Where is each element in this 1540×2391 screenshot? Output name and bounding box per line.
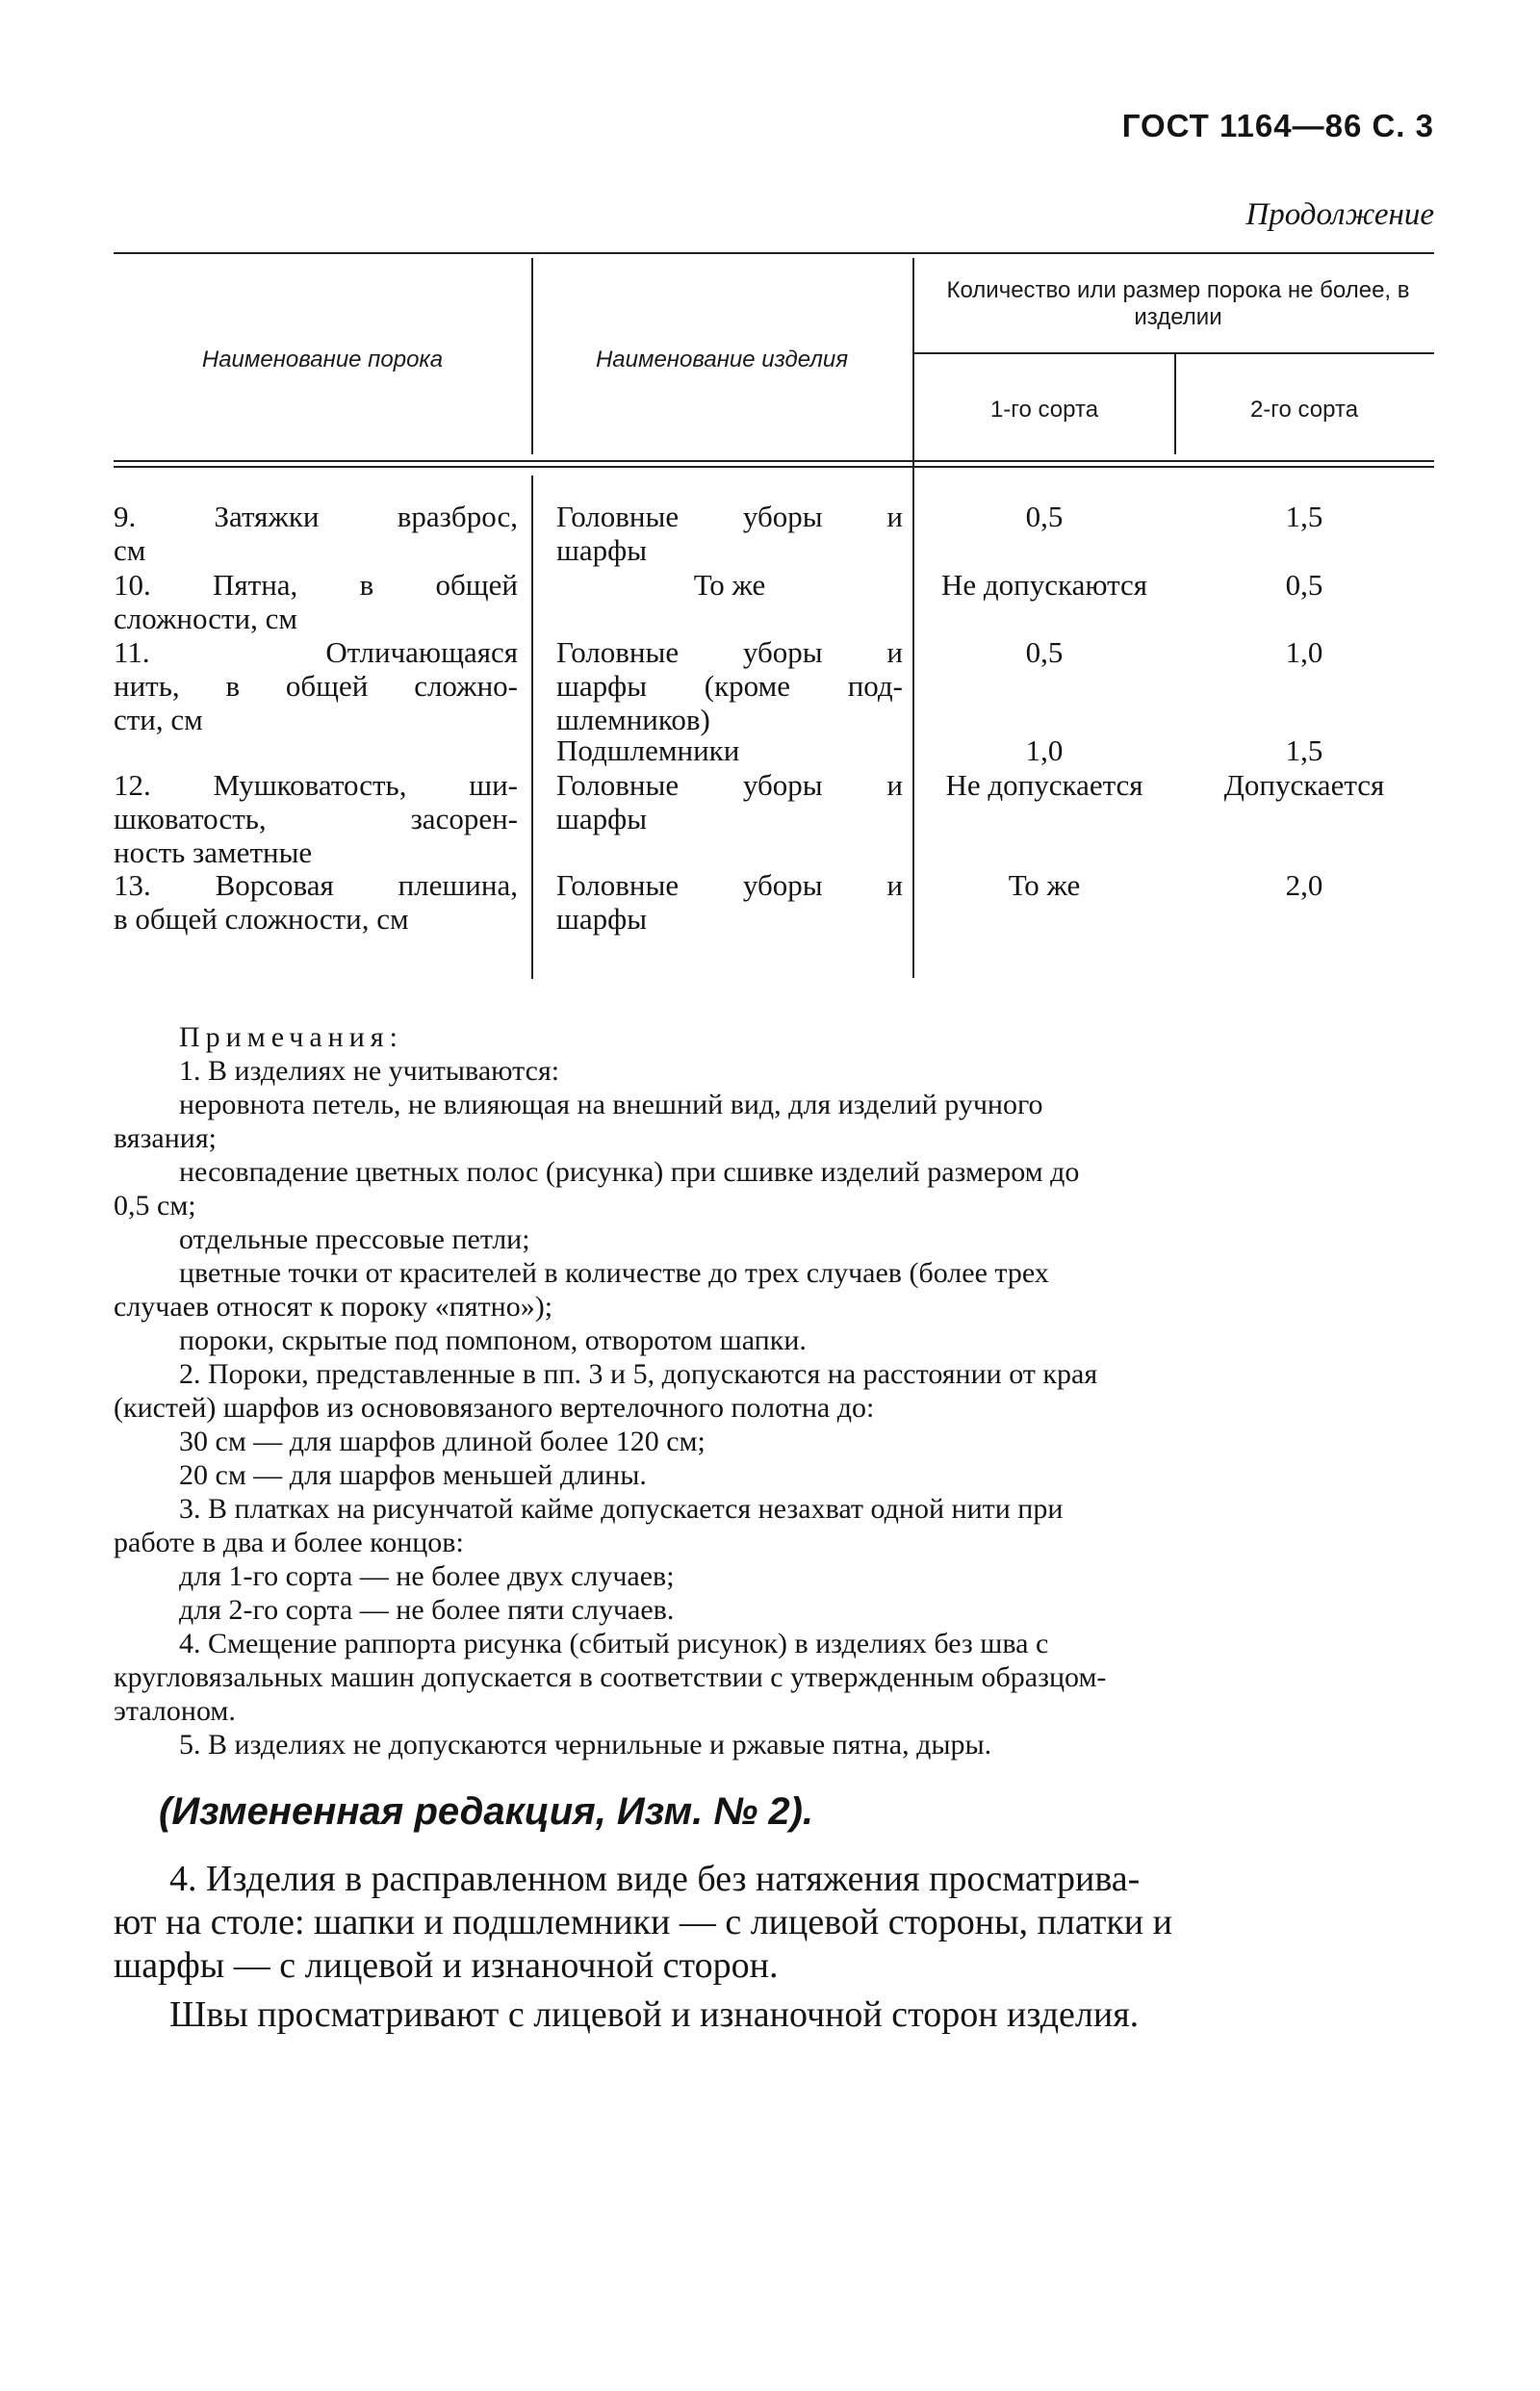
grade1-value: Не допускаются bbox=[940, 568, 1148, 602]
column-header-defect: Наименование порока bbox=[201, 347, 444, 373]
note-line: вязания; bbox=[114, 1122, 217, 1154]
grade2-value: 2,0 bbox=[1285, 868, 1323, 902]
note-line: 1. В изделиях не учитываются: bbox=[179, 1055, 560, 1087]
seams-paragraph: Швы просматривают с лицевой и изнаночной сторон изделия. bbox=[169, 1994, 1140, 2035]
notes-block bbox=[114, 1020, 1434, 1761]
note-line: неровнота петель, не влияющая на внешний вид, для изделий ручного bbox=[179, 1089, 1043, 1120]
column-header-grade2: 2-го сорта bbox=[1249, 397, 1359, 423]
item-name-line: шарфы (кроме под- bbox=[556, 669, 903, 703]
note-line: 2. Пороки, представленные в пп. 3 и 5, допускаются на расстоянии от края bbox=[179, 1358, 1098, 1390]
item-name bbox=[556, 568, 903, 602]
amendment-note: (Измененная редакция, Изм. № 2). bbox=[159, 1790, 814, 1833]
defect-name-line: 9. Затяжки вразброс, bbox=[114, 500, 518, 533]
defect-name bbox=[114, 768, 518, 869]
grade2-value: Допускается bbox=[1223, 768, 1385, 802]
item-name bbox=[556, 868, 903, 936]
item-name-line: Головные уборы и bbox=[556, 500, 903, 533]
item-name bbox=[556, 500, 903, 567]
note-line: 3. В платках на рисунчатой кайме допускается незахват одной нити при bbox=[179, 1493, 1064, 1525]
note-line: 30 см — для шарфов длиной более 120 см; bbox=[179, 1426, 706, 1457]
note-line: цветные точки от красителей в количестве до трех случаев (более трех bbox=[179, 1257, 1049, 1289]
item-name-line: Головные уборы и bbox=[556, 635, 903, 669]
continuation-label: Продолжение bbox=[1245, 197, 1434, 232]
section-4 bbox=[114, 1858, 1434, 2037]
note-line: 20 см — для шарфов меньшей длины. bbox=[179, 1459, 647, 1491]
defect-name-line: см bbox=[114, 533, 146, 567]
grade1-value: 0,5 bbox=[1025, 635, 1064, 669]
column-header-item: Наименование изделия bbox=[595, 347, 849, 373]
note-line: кругловязальных машин допускается в соответствии с утвержденным образцом- bbox=[114, 1661, 1107, 1693]
item-name-line: шарфы bbox=[556, 902, 648, 936]
defect-name-line: в общей сложности, см bbox=[114, 902, 409, 936]
item-name bbox=[556, 768, 903, 836]
section-4-line: 4. Изделия в расправленном виде без натяжения просматрива- bbox=[169, 1859, 1141, 1899]
grade1-value: 0,5 bbox=[1025, 500, 1064, 533]
grade1-value: 1,0 bbox=[1025, 733, 1064, 767]
grade2-value: 0,5 bbox=[1285, 568, 1323, 602]
grade1-value: Не допускается bbox=[945, 768, 1143, 802]
item-name-line: То же bbox=[693, 568, 766, 602]
item-name-line: шлемников) bbox=[556, 703, 710, 736]
note-line: несовпадение цветных полос (рисунка) при сшивке изделий размером до bbox=[179, 1156, 1080, 1188]
note-line: (кистей) шарфов из основовязаного вертелочного полотна до: bbox=[114, 1392, 875, 1424]
item-name-line: шарфы bbox=[556, 533, 648, 567]
defect-name-line: сти, см bbox=[114, 703, 203, 736]
note-line: 0,5 см; bbox=[114, 1190, 196, 1221]
note-line: эталоном. bbox=[114, 1695, 236, 1727]
defect-name-line: шковатость, засорен- bbox=[114, 802, 518, 836]
item-name bbox=[556, 635, 903, 736]
defects-table bbox=[114, 252, 1434, 979]
grade1-value: То же bbox=[1008, 868, 1081, 902]
item-name bbox=[556, 733, 903, 767]
column-header-grade1: 1-го сорта bbox=[989, 397, 1099, 423]
note-line: пороки, скрытые под помпоном, отворотом шапки. bbox=[179, 1324, 807, 1356]
defect-name-line: ность заметные bbox=[114, 836, 313, 869]
document-header: ГОСТ 1164—86 С. 3 bbox=[1121, 108, 1434, 143]
defect-name bbox=[114, 868, 518, 936]
note-line: случаев относят к пороку «пятно»); bbox=[114, 1291, 553, 1323]
item-name-line: Головные уборы и bbox=[556, 868, 903, 902]
item-name-line: Подшлемники bbox=[556, 733, 740, 767]
defect-name-line: 10. Пятна, в общей bbox=[114, 568, 518, 602]
note-line: 4. Смещение раппорта рисунка (сбитый рисунок) в изделиях без шва с bbox=[179, 1628, 1049, 1659]
defect-name bbox=[114, 568, 518, 635]
section-4-line: шарфы — с лицевой и изнаночной сторон. bbox=[114, 1945, 779, 1986]
defect-name bbox=[114, 500, 518, 567]
note-line: для 2-го сорта — не более пяти случаев. bbox=[179, 1594, 675, 1626]
defect-name-line: сложности, см bbox=[114, 602, 298, 635]
defect-name bbox=[114, 635, 518, 736]
item-name-line: шарфы bbox=[556, 802, 648, 836]
defect-name-line: 11. Отличающаяся bbox=[114, 635, 518, 669]
defect-name-line: 13. Ворсовая плешина, bbox=[114, 868, 518, 902]
grade2-value: 1,5 bbox=[1285, 733, 1323, 767]
note-line: для 1-го сорта — не более двух случаев; bbox=[179, 1560, 675, 1592]
grade2-value: 1,5 bbox=[1285, 500, 1323, 533]
column-header-quantity: Количество или размер порока не более, в изделии bbox=[946, 277, 1410, 330]
note-line: 5. В изделиях не допускаются чернильные и ржавые пятна, дыры. bbox=[179, 1729, 992, 1761]
defect-name-line: нить, в общей сложно- bbox=[114, 669, 518, 703]
grade2-value: 1,0 bbox=[1285, 635, 1323, 669]
defect-name-line: 12. Мушковатость, ши- bbox=[114, 768, 518, 802]
notes-title: Примечания: bbox=[179, 1021, 403, 1053]
item-name-line: Головные уборы и bbox=[556, 768, 903, 802]
section-4-line: ют на столе: шапки и подшлемники — с лицевой стороны, платки и bbox=[114, 1902, 1172, 1942]
note-line: отдельные прессовые петли; bbox=[179, 1223, 530, 1255]
note-line: работе в два и более концов: bbox=[114, 1527, 464, 1558]
